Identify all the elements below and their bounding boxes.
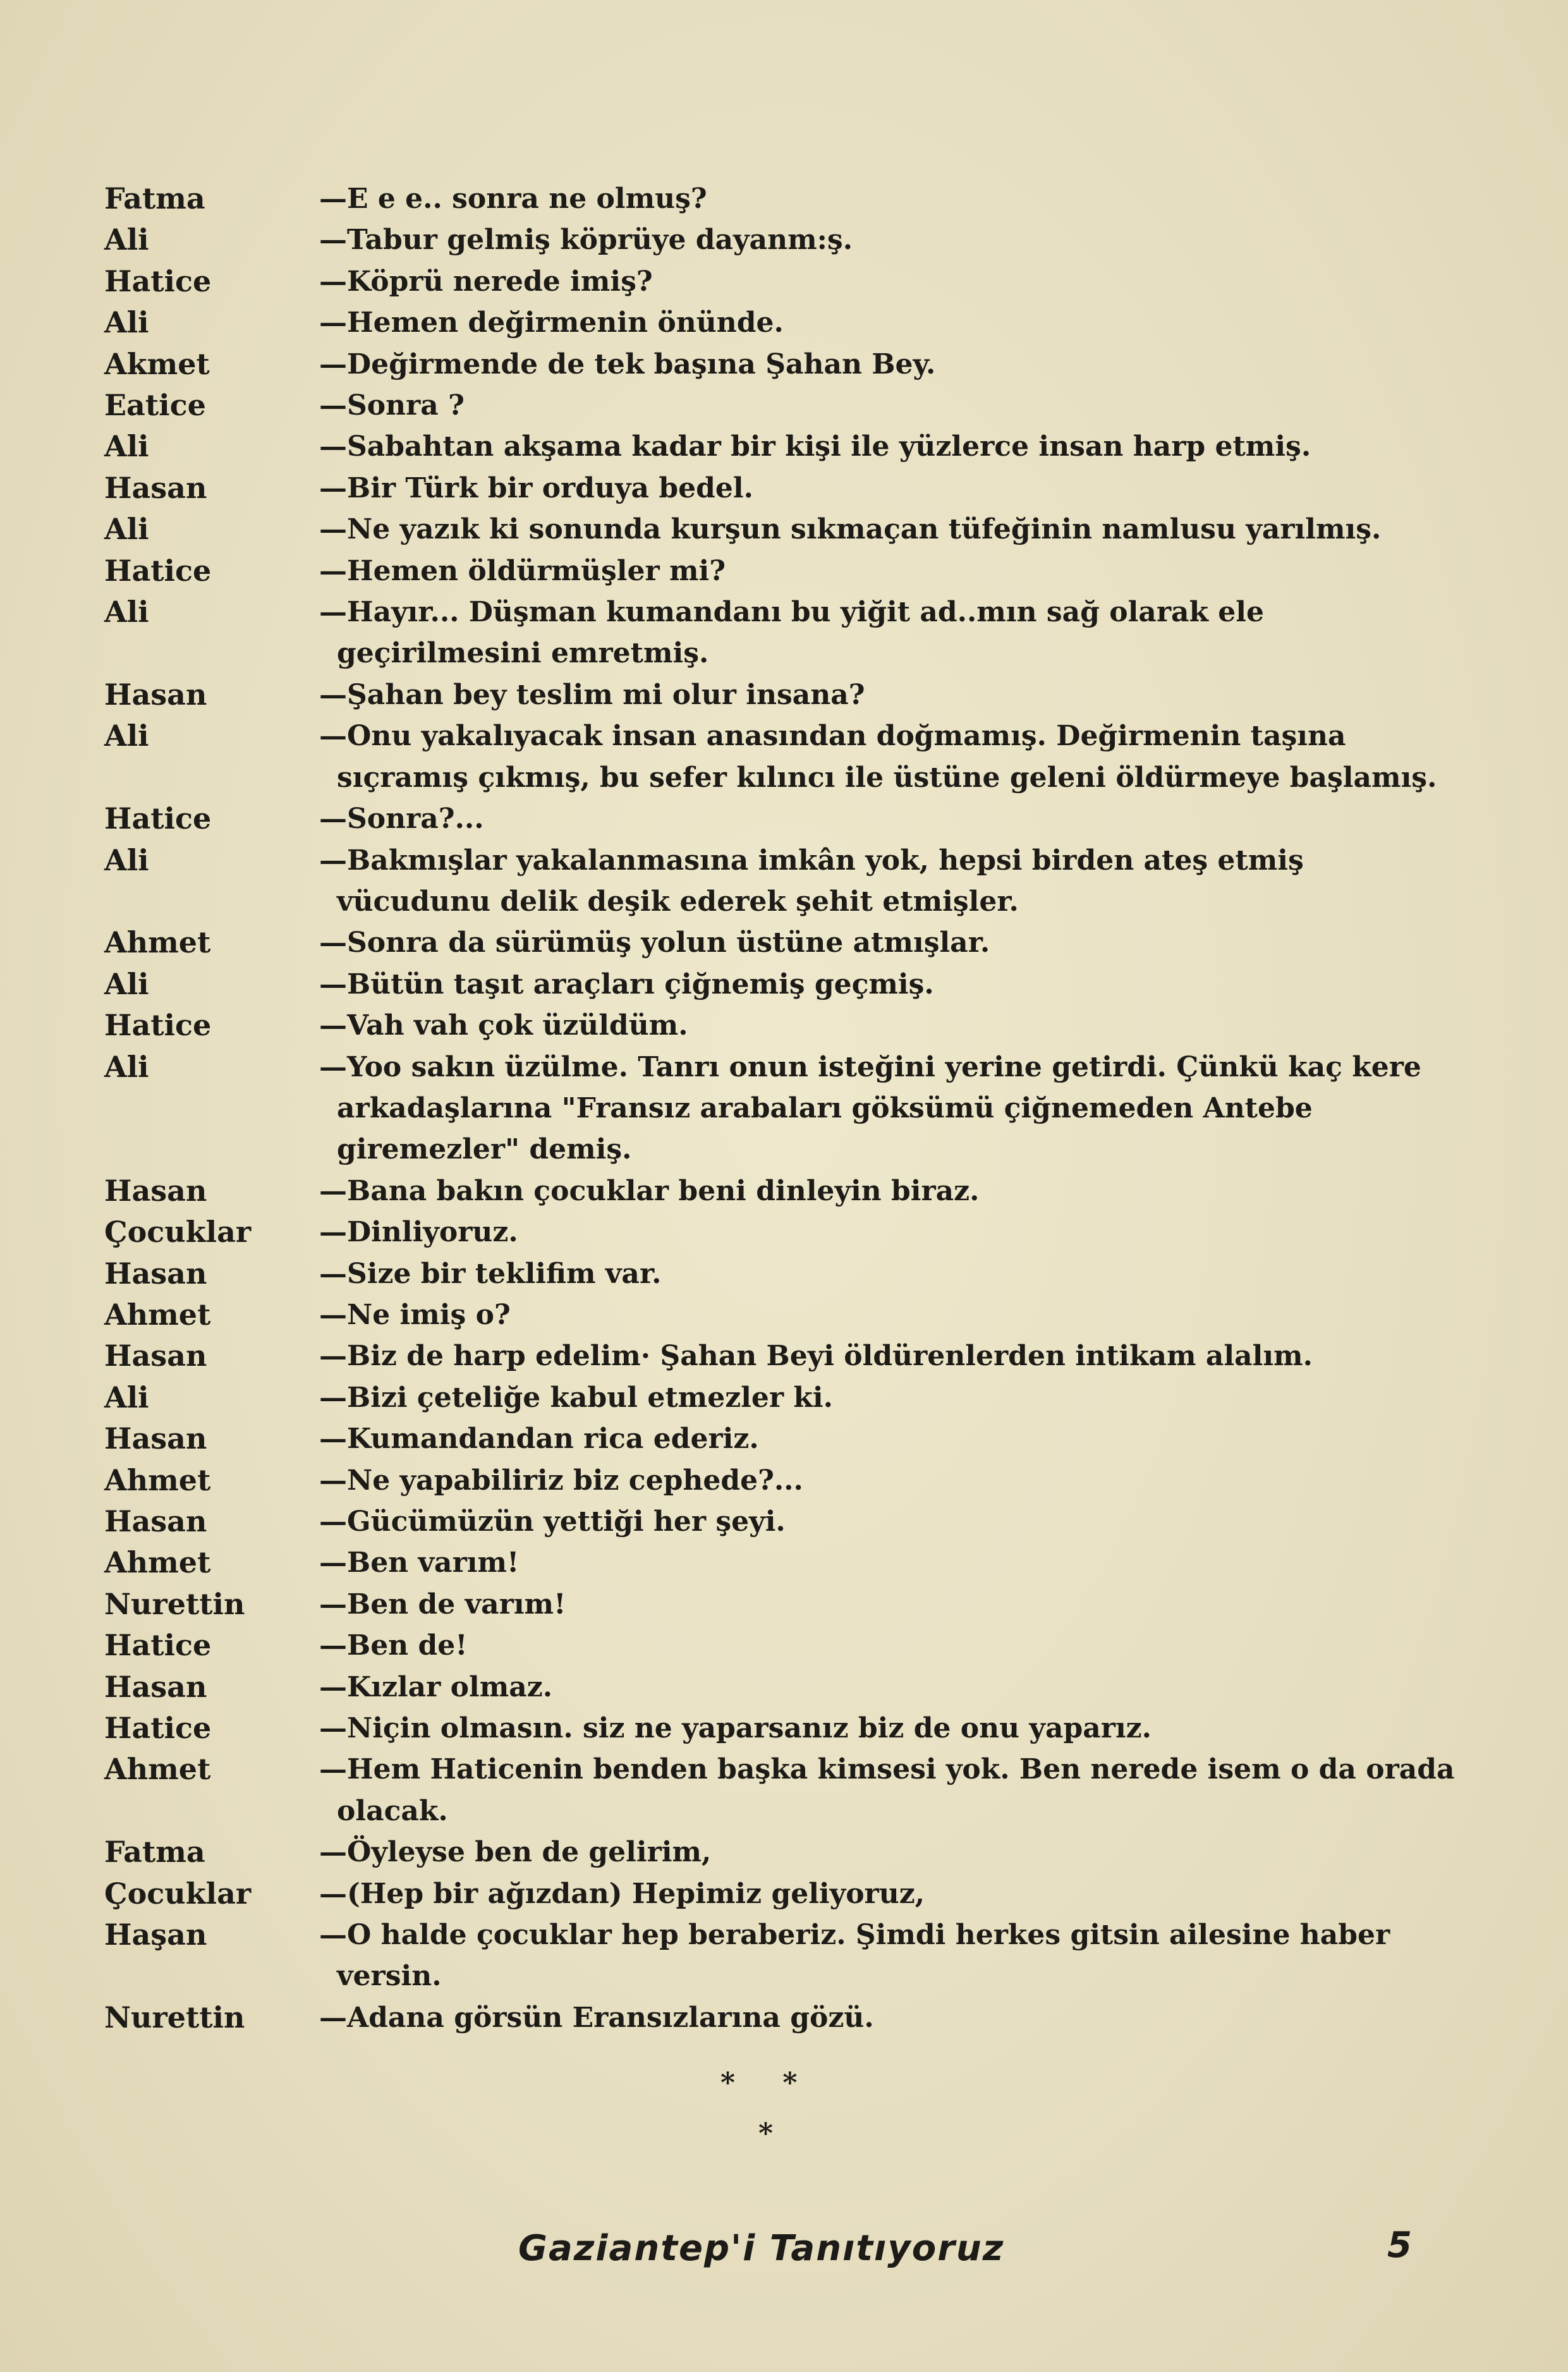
dialogue-line: —Değirmende de tek başına Şahan Bey.: [319, 348, 936, 380]
dialogue-line: —E e e.. sonra ne olmuş?: [319, 183, 707, 215]
dialogue-row: [104, 674, 1463, 715]
speaker-name: Ali: [104, 595, 149, 629]
dialogue-row: [104, 219, 1463, 260]
dialogue-row: [104, 922, 1463, 963]
dialogue-row: [104, 1253, 1463, 1294]
dialogue-row: [104, 344, 1463, 385]
dialogue-line: —Vah vah çok üzüldüm.: [319, 1009, 688, 1042]
dialogue-line: —Köprü nerede imiş?: [319, 265, 653, 298]
dialogue-row: [104, 1377, 1463, 1418]
speaker-name: Hatice: [104, 264, 212, 298]
dialogue-row: [104, 1418, 1463, 1459]
speaker-name: Ali: [104, 222, 149, 257]
dialogue-line: —Adana görsün Eransızlarına gözü.: [319, 2001, 874, 2034]
speaker-name: Eatice: [104, 388, 206, 423]
dialogue-line: —Dinliyoruz.: [319, 1216, 518, 1249]
dialogue-line: —Hemen öldürmüşler mi?: [319, 554, 726, 587]
dialogue-line: —(Hep bir ağızdan) Hepimiz geliyoruz,: [319, 1877, 925, 1910]
dialogue-line: —Biz de harp edelim· Şahan Beyi öldürenlerden intikam alalım.: [319, 1340, 1313, 1373]
dialogue-row: [104, 1708, 1463, 1749]
dialogue-row: [104, 1914, 1463, 1997]
speaker-name: Nurettin: [104, 2000, 245, 2034]
speaker-name: Ali: [104, 719, 149, 753]
speaker-name: Ahmet: [104, 1545, 211, 1580]
dialogue-line: —Kızlar olmaz.: [319, 1670, 553, 1703]
speaker-name: Hatice: [104, 553, 212, 588]
dialogue-row: [104, 261, 1463, 302]
dialogue-line: —Sabahtan akşama kadar bir kişi ile yüzlerce insan harp etmiş.: [319, 430, 1311, 463]
dialogue-line: —Kumandandan rica ederiz.: [319, 1423, 759, 1456]
dialogue-line: —O halde çocuklar hep beraberiz. Şimdi herkes gitsin ailesine haber versin.: [319, 1919, 1390, 1993]
speaker-name: Nurettin: [104, 1586, 245, 1621]
dialogue-line: —Bizi çeteliğe kabul etmezler ki.: [319, 1381, 833, 1414]
section-separator-bottom: *: [758, 2117, 774, 2150]
dialogue-line: —Onu yakalıyacak insan anasından doğmamış. Değirmenin taşına sıçramış çıkmış, bu sefer kılıncı ile üstüne geleni öldürmeye başlamış.: [319, 720, 1437, 794]
dialogue-row: [104, 715, 1463, 798]
dialogue-line: —Ne yapabiliriz biz cephede?...: [319, 1464, 803, 1497]
dialogue-row: [104, 302, 1463, 343]
speaker-name: Hasan: [104, 1256, 207, 1291]
dialogue-line: —Sonra ?: [319, 389, 465, 422]
speaker-name: Hasan: [104, 1669, 207, 1704]
speaker-name: Akmet: [104, 346, 210, 381]
dialogue-row: [104, 964, 1463, 1005]
dialogue-line: —Bütün taşıt araçları çiğnemiş geçmiş.: [319, 968, 934, 1000]
speaker-name: Fatma: [104, 181, 205, 216]
speaker-name: Ahmet: [104, 925, 211, 960]
speaker-name: Hasan: [104, 1504, 207, 1538]
dialogue-line: —Bana bakın çocuklar beni dinleyin biraz.: [319, 1174, 980, 1207]
dialogue-row: [104, 550, 1463, 592]
dialogue-line: —Gücümüzün yettiği her şeyi.: [319, 1505, 786, 1538]
speaker-name: Ali: [104, 1380, 149, 1414]
dialogue-row: [104, 1584, 1463, 1625]
dialogue-row: [104, 426, 1463, 467]
dialogue-line: —Hemen değirmenin önünde.: [319, 307, 784, 339]
dialogue-row: [104, 840, 1463, 923]
dialogue-row: [104, 1460, 1463, 1501]
speaker-name: Hatice: [104, 801, 212, 836]
speaker-name: Çocuklar: [104, 1215, 252, 1250]
dialogue-line: —Yoo sakın üzülme. Tanrı onun isteğini yerine getirdi. Çünkü kaç kere arkadaşlarına "Fransız arabaları göksümü çiğnemeden Antebe giremezler" demiş.: [319, 1050, 1421, 1166]
speaker-name: Hasan: [104, 1173, 207, 1208]
dialogue-block: [104, 178, 1463, 2038]
dialogue-row: [104, 178, 1463, 219]
speaker-name: Hatice: [104, 1628, 212, 1663]
speaker-name: Hasan: [104, 677, 207, 712]
speaker-name: Ali: [104, 1049, 149, 1084]
speaker-name: Çocuklar: [104, 1876, 252, 1911]
dialogue-line: —Ben de varım!: [319, 1588, 566, 1621]
dialogue-line: —Hem Haticenin benden başka kimsesi yok. Ben nerede isem o da orada olacak.: [319, 1753, 1455, 1827]
speaker-name: Ali: [104, 966, 149, 1001]
section-separator-top: * *: [720, 2067, 817, 2099]
speaker-name: Ali: [104, 305, 149, 340]
speaker-name: Ahmet: [104, 1463, 211, 1497]
dialogue-row: [104, 1542, 1463, 1583]
dialogue-line: —Bir Türk bir orduya bedel.: [319, 471, 753, 504]
dialogue-line: —Ben de!: [319, 1629, 468, 1662]
dialogue-line: —Hayır... Düşman kumandanı bu yiğit ad..mın sağ olarak ele geçirilmesini emretmiş.: [319, 596, 1265, 670]
speaker-name: Hasan: [104, 1421, 207, 1456]
dialogue-row: [104, 1667, 1463, 1708]
dialogue-row: [104, 1832, 1463, 1873]
dialogue-row: [104, 1997, 1463, 2038]
dialogue-row: [104, 1749, 1463, 1832]
dialogue-row: [104, 1212, 1463, 1253]
dialogue-line: —Ne yazık ki sonunda kurşun sıkmaçan tüfeğinin namlusu yarılmış.: [319, 513, 1382, 546]
dialogue-row: [104, 1625, 1463, 1666]
dialogue-row: [104, 1171, 1463, 1212]
dialogue-row: [104, 592, 1463, 674]
speaker-name: Hatice: [104, 1711, 212, 1746]
dialogue-line: —Bakmışlar yakalanmasına imkân yok, hepsi birden ateş etmiş vücudunu delik deşik ederek şehit etmişler.: [319, 844, 1304, 918]
page-number: 5: [1387, 2225, 1412, 2266]
dialogue-line: —Şahan bey teslim mi olur insana?: [319, 678, 865, 711]
speaker-name: Ali: [104, 429, 149, 464]
dialogue-line: —Ben varım!: [319, 1547, 520, 1579]
dialogue-row: [104, 1047, 1463, 1171]
speaker-name: Haşan: [104, 1918, 207, 1952]
dialogue-line: —Tabur gelmiş köprüye dayanm:ş.: [319, 224, 853, 257]
speaker-name: Ali: [104, 842, 149, 877]
dialogue-line: —Öyleyse ben de gelirim,: [319, 1836, 712, 1869]
speaker-name: Ali: [104, 512, 149, 547]
dialogue-line: —Sonra da sürümüş yolun üstüne atmışlar.: [319, 927, 990, 959]
dialogue-line: —Niçin olmasın. siz ne yaparsanız biz de onu yaparız.: [319, 1712, 1152, 1745]
dialogue-row: [104, 1873, 1463, 1914]
speaker-name: Hasan: [104, 470, 207, 505]
speaker-name: Hasan: [104, 1339, 207, 1373]
dialogue-row: [104, 1335, 1463, 1377]
speaker-name: Ahmet: [104, 1297, 211, 1332]
speaker-name: Hatice: [104, 1008, 212, 1043]
speaker-name: Ahmet: [104, 1752, 211, 1787]
dialogue-row: [104, 798, 1463, 839]
dialogue-line: —Sonra?...: [319, 803, 484, 836]
dialogue-line: —Ne imiş o?: [319, 1298, 511, 1331]
dialogue-line: —Size bir teklifim var.: [319, 1257, 662, 1290]
speaker-name: Fatma: [104, 1835, 205, 1870]
footer-title: Gaziantep'i Tanıtıyoruz: [518, 2228, 1005, 2269]
dialogue-row: [104, 1294, 1463, 1335]
dialogue-row: [104, 1501, 1463, 1542]
dialogue-row: [104, 1005, 1463, 1046]
dialogue-row: [104, 509, 1463, 550]
dialogue-row: [104, 468, 1463, 509]
dialogue-row: [104, 385, 1463, 426]
